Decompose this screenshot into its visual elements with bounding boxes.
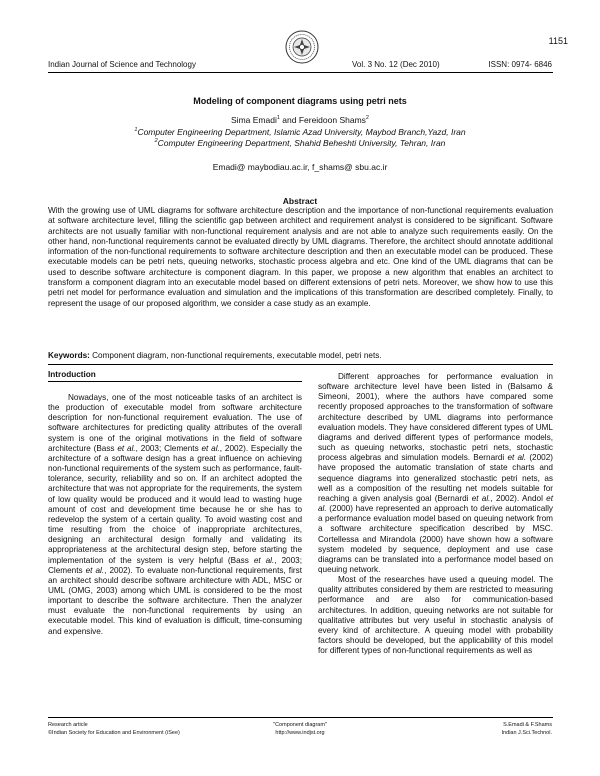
affiliation-2 (0, 138, 600, 148)
paper-title: Modeling of component diagrams using petri nets (193, 96, 407, 106)
footer-rule (48, 717, 553, 718)
author-2: Fereidoon Shams (298, 115, 366, 125)
affiliation-1-sup: 1 (134, 127, 138, 134)
author-1: Sima Emadi (231, 115, 277, 125)
paragraph: Most of the researches have used a queuing model. The quality attributes considered by them are restricted to measuring performance and are also for communication-based architectures. In addition, queuing networks are not suitable for qualitative attributes but very useful in stochastic analysis of every kind of architecture. A queuing model with probability factors should be developed, but the applicability of this model for different types of non-functional requirements as well as (318, 575, 553, 656)
section-rule (48, 381, 302, 382)
author-connector: and (279, 115, 299, 125)
journal-seal-logo (285, 30, 319, 64)
issn: ISSN: 0974- 6846 (488, 60, 552, 69)
footer-right: S.Emadi & F.Shams Indian J.Sci.Technol. (501, 722, 552, 736)
footer-center: "Component diagram" http://www.indjst.org (273, 722, 327, 736)
page-number: 1151 (548, 36, 568, 46)
affiliation-2-text: Computer Engineering Department, Shahid Beheshti University, Tehran, Iran (157, 138, 446, 148)
authors (0, 115, 600, 125)
body-column-left (48, 393, 302, 637)
body-column-right (318, 372, 553, 656)
journal-name: Indian Journal of Science and Technology (48, 60, 196, 69)
volume-info: Vol. 3 No. 12 (Dec 2010) (352, 60, 440, 69)
affiliation-1-text: Computer Engineering Department, Islamic Azad University, Maybod Branch,Yazd, Iran (137, 127, 466, 137)
keywords (48, 351, 553, 360)
author-1-sup: 1 (276, 115, 280, 122)
author-emails: Emadi@ maybodiau.ac.ir, f_shams@ sbu.ac.ir (212, 162, 388, 172)
keywords-rule (48, 364, 553, 365)
section-title-introduction: Introduction (48, 370, 96, 379)
footer-left: Research article ©Indian Society for Education and Environment (iSee) (48, 722, 180, 736)
paragraph: Nowadays, one of the most noticeable tasks of an architect is the production of executable model from software architecture description for non-functional requirement evaluation. The use of software architectures for predicting quality attributes of the overall system is one of the original motivations in the field of software architecture (Bass et al., 2003; Clements et al., 2002). Especially the architecture of a software design has a great influence on achieving non-functional requirements of the system such as performance, fault-tolerance, security, reliability and so on. If an architect adopted the architecture that was not appropriate for the requirements, the system of low quality would be produced and it would lead to wasting huge amount of cost and development time because he or she has to redevelop the system of a certain quality. To avoid wasting cost and time resulting from the choice of inappropriate architectures, designing an architectural design formally and validating its appropriateness at the architectural design step, before starting the implementation of the system is very helpful (Bass et al., 2003; Clements et al., 2002). To evaluate non-functional requirements, first an architect should describe software architecture with ADL, MSC or UML (OMG, 2003) among which UML is considered to be the most important to describe the software architecture. Then the analyzer must evaluate the non-functional requirements by using an executable model. This kind of evaluation is difficult, time-consuming and expensive. (48, 393, 302, 636)
keywords-text: Component diagram, non-functional requirements, executable model, petri nets. (89, 351, 382, 360)
paragraph: Different approaches for performance evaluation in software architecture level have been listed in (Balsamo & Simeoni, 2001), where the authors have compared some recently proposed approaches to the transformation of software architecture described by UML diagrams into performance evaluation models. They have considered different types of UML diagrams and derived different types of performance models, such as queuing networks, stochastic petri nets, stochastic process algebras and simulation models. Bernardi et al. (2002) have proposed the automatic translation of state charts and sequence diagrams into generalized stochastic petri nets, as well as a composition of the resulting net models suitable for reaching a given analysis goal (Bernardi et al., 2002). Andol et al. (2000) have represented an approach to derive automatically a performance evaluation model based on queuing network from a software architecture specification described by MSC. Cortellessa and Mirandola (2000) have shown how a software system modeled by sequence, deployment and use case diagrams can be translated into a performance model based on queuing network. (318, 372, 553, 574)
affiliation-1 (0, 127, 600, 137)
affiliation-2-sup: 2 (154, 138, 158, 145)
keywords-label: Keywords: (48, 351, 90, 360)
header-rule (48, 72, 553, 73)
abstract-text: With the growing use of UML diagrams for software architecture description and the importance of non-functional requirements evaluation at software architecture level, filling the scientific gap between architect and requirement analyst is considered to be significant. Software architects are not usually familiar with non-functional requirement analysis and are not able to analyze such requirements easily. On the other hand, non-functional requirements cannot be evaluated directly by UML diagrams. Therefore, the architect should annotate additional information of the non-functional requirements to software architecture description and then an executable model can be produced. These executable models can be petri nets, queuing networks, stochastic process algebra and etc. One kind of the UML diagrams that can be used to describe software architecture is component diagram. In this paper, we propose a new algorithm that enables an architect to transform a component diagram into an executable model based on different extensions of petri nets. Moreover, we show how to use this petri net model for performance evaluation and simulation and the implications of this transformation are described completely. Finally, to represent the usage of our proposed algorithm, we consider a case study as an example. (48, 206, 553, 308)
author-2-sup: 2 (365, 115, 369, 122)
abstract-heading: Abstract (282, 196, 318, 206)
